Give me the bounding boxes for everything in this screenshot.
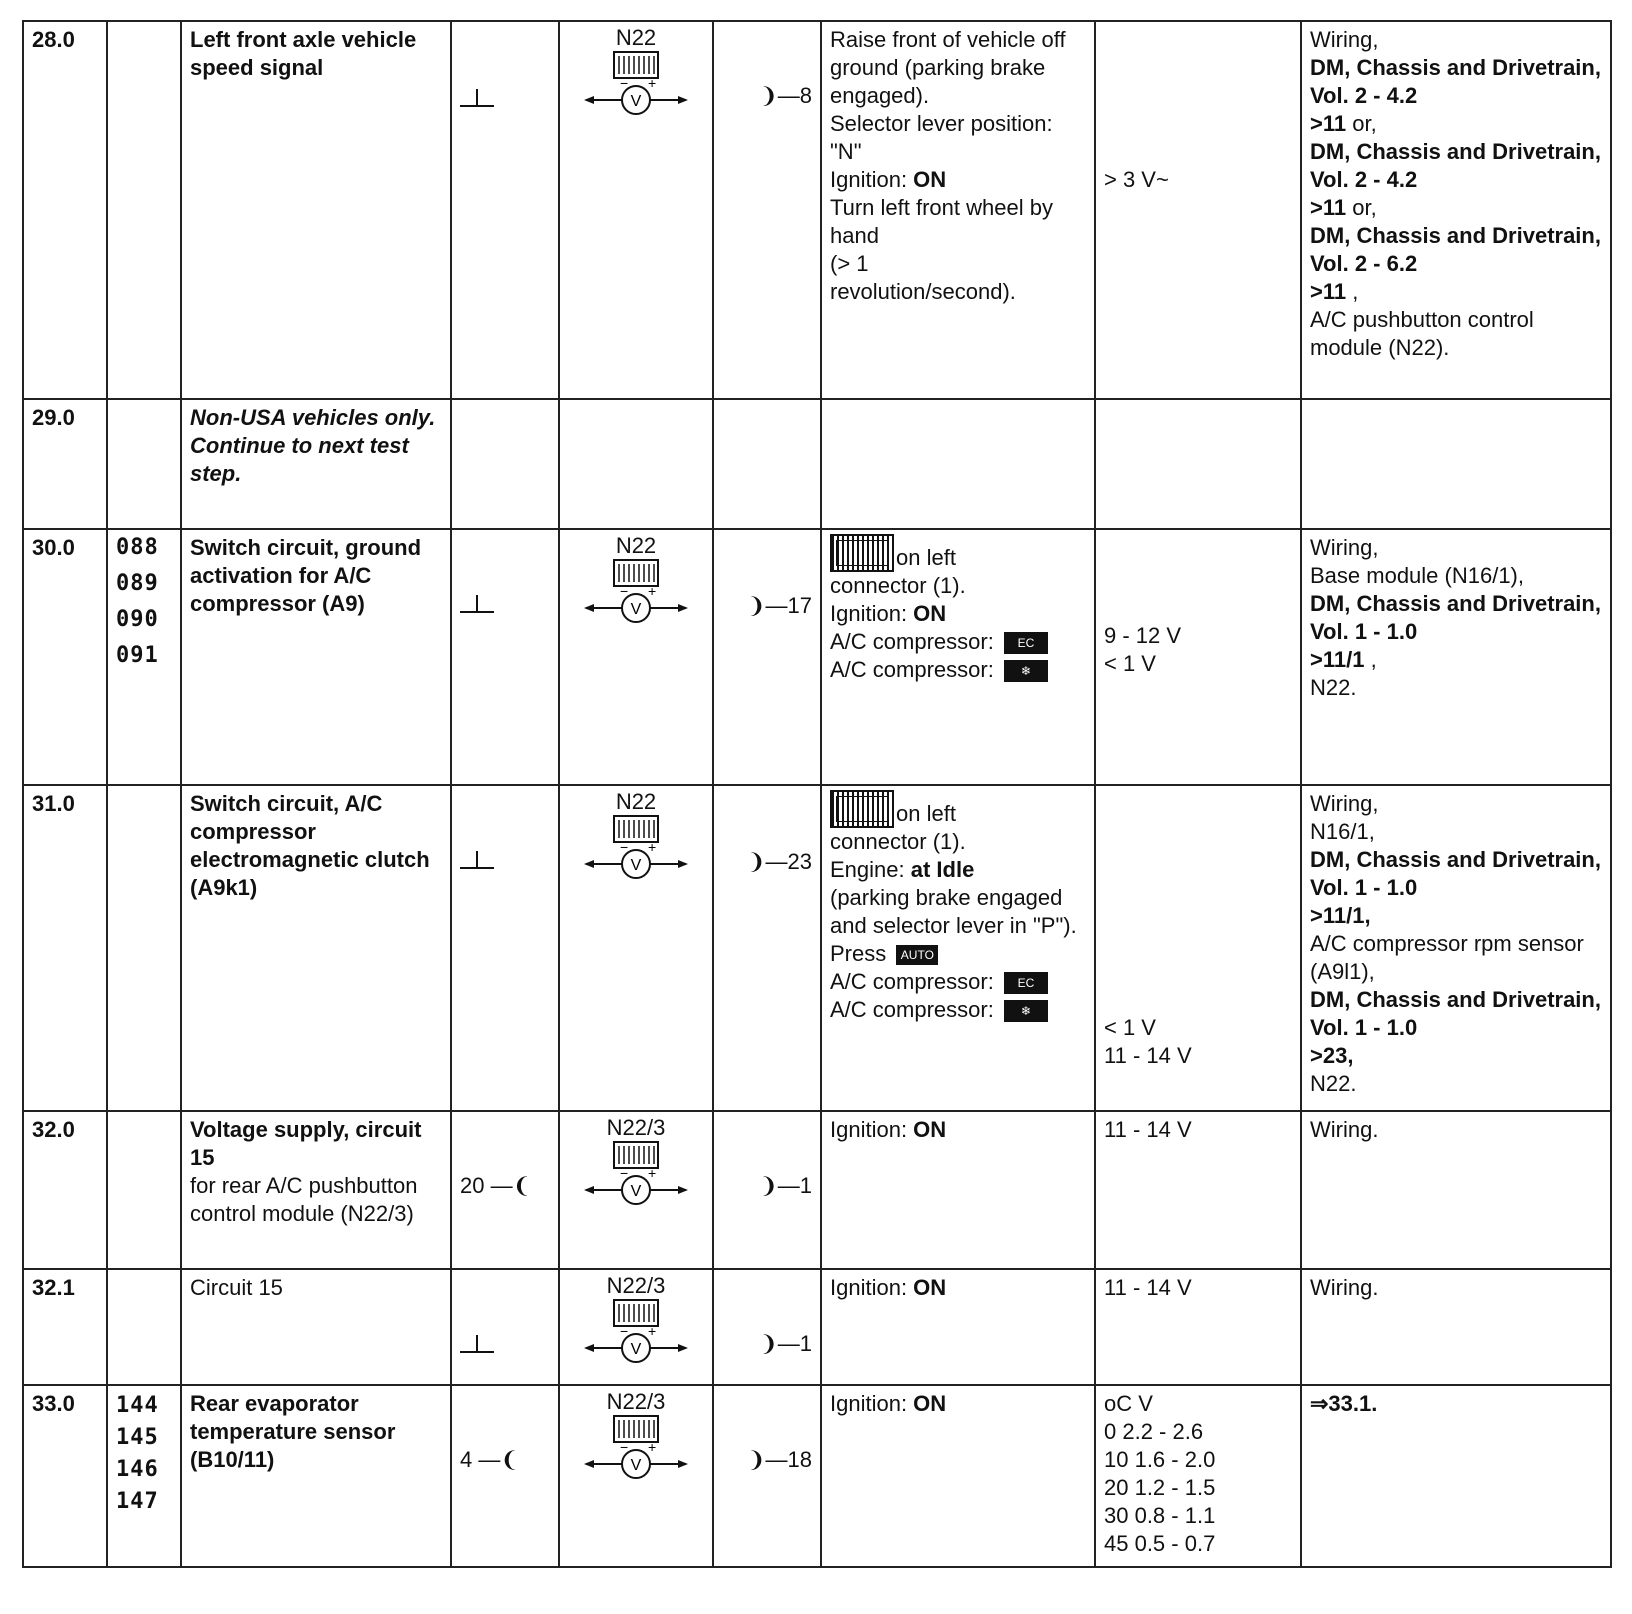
nominal-value: < 1 V xyxy=(1104,1015,1156,1040)
probe-icon: ❩— xyxy=(759,83,800,108)
condition-line: Raise front of vehicle off ground (parking brake engaged). xyxy=(830,27,1066,108)
nominal-value: 9 - 12 V xyxy=(1104,623,1182,648)
probe-icon: ❩— xyxy=(759,1173,800,1198)
table-row xyxy=(23,1385,1611,1567)
nominal-value: < 1 V xyxy=(1104,651,1156,676)
probe-icon: ❩— xyxy=(747,849,788,874)
svg-text:−: − xyxy=(620,1323,629,1339)
ground-icon xyxy=(460,595,494,613)
meter-cell xyxy=(559,21,713,399)
module-label: N22 xyxy=(615,25,657,50)
ground-icon xyxy=(460,851,494,869)
condition-line: Ignition: ON xyxy=(830,1391,947,1416)
test-conditions xyxy=(821,529,1095,785)
step-number: 29.0 xyxy=(23,399,107,529)
voltmeter-icon xyxy=(576,814,696,882)
svg-text:+: + xyxy=(648,1323,657,1339)
possible-cause: Wiring, DM, Chassis and Drivetrain, Vol. 2 - 4.2 >11 or, DM, Chassis and Drivetrain, Vol. 2 - 4.2 >11 or, DM, Chassis and Drivetrain, Vol. 2 - 6.2 >11 , A/C pushbutton control module (N22). xyxy=(1301,21,1611,399)
test-description: Non-USA vehicles only. Continue to next test step. xyxy=(181,399,451,529)
svg-text:+: + xyxy=(648,839,657,855)
meter-cell xyxy=(559,1269,713,1385)
test-conditions xyxy=(821,785,1095,1111)
condition-line: Ignition: ON xyxy=(830,1275,947,1300)
svg-text:−: − xyxy=(620,75,629,91)
condition-line: on left xyxy=(830,790,1086,828)
pin-left-cell xyxy=(451,785,559,1111)
fault-code: 144 xyxy=(116,1393,159,1418)
svg-text:−: − xyxy=(620,1165,629,1181)
nominal-values xyxy=(1095,1111,1301,1269)
pin-left-cell xyxy=(451,1269,559,1385)
condition-line: Ignition: ON xyxy=(830,601,947,626)
module-label: N22 xyxy=(615,789,657,814)
svg-text:+: + xyxy=(648,1165,657,1181)
fault-code: 147 xyxy=(116,1489,159,1514)
test-description: Switch circuit, A/C compressor electromagnetic clutch (A9k1) xyxy=(181,785,451,1111)
condition-line: Selector lever position: "N" xyxy=(830,111,1053,164)
nominal-value: 10 1.6 - 2.0 xyxy=(1104,1447,1216,1472)
fault-code: 090 xyxy=(116,607,159,632)
pin-left-number: 20 xyxy=(460,1173,485,1198)
possible-cause: Wiring, N16/1, DM, Chassis and Drivetrain, Vol. 1 - 1.0 >11/1, A/C compressor rpm sensor (A9l1), DM, Chassis and Drivetrain, Vol. 1 - 1.0 >23, N22. xyxy=(1301,785,1611,1111)
fault-code: 088 xyxy=(116,535,159,560)
nominal-values xyxy=(1095,1385,1301,1567)
nominal-values xyxy=(1095,529,1301,785)
svg-text:V: V xyxy=(630,1457,642,1474)
pin-left-cell xyxy=(451,529,559,785)
pin-left-cell xyxy=(451,1385,559,1567)
test-conditions xyxy=(821,1111,1095,1269)
table-row xyxy=(23,399,1611,529)
pin-left-cell xyxy=(451,21,559,399)
meter-cell xyxy=(559,1111,713,1269)
condition-line: (parking brake engaged and selector lever in "P"). xyxy=(830,885,1077,938)
svg-text:−: − xyxy=(620,839,629,855)
nominal-value: 11 - 14 V xyxy=(1104,1043,1192,1068)
test-description: Circuit 15 xyxy=(181,1269,451,1385)
pin-left-cell xyxy=(451,1111,559,1269)
svg-text:V: V xyxy=(630,857,642,874)
voltmeter-icon xyxy=(576,1140,696,1208)
nominal-value: oC V xyxy=(1104,1391,1153,1416)
fault-code: 089 xyxy=(116,571,159,596)
voltmeter-icon xyxy=(576,558,696,626)
probe-icon: ❩— xyxy=(759,1331,800,1356)
pin-right-number: 17 xyxy=(787,593,812,618)
svg-text:V: V xyxy=(630,601,642,618)
nominal-value: 20 1.2 - 1.5 xyxy=(1104,1475,1216,1500)
possible-cause: Wiring. xyxy=(1301,1111,1611,1269)
condition-line: A/C compressor: ❄ xyxy=(830,996,1086,1024)
condition-line: Ignition: ON xyxy=(830,167,947,192)
probe-icon: ❩— xyxy=(747,593,788,618)
condition-line: Ignition: ON xyxy=(830,1117,947,1142)
svg-text:V: V xyxy=(630,93,642,110)
possible-cause: Wiring. xyxy=(1301,1269,1611,1385)
condition-line: on left xyxy=(830,534,1086,572)
possible-cause: ⇒33.1. xyxy=(1301,1385,1611,1567)
pin-right-number: 1 xyxy=(799,1331,812,1356)
condition-line: (> 1 xyxy=(830,251,869,276)
module-label: N22/3 xyxy=(606,1115,666,1140)
svg-text:+: + xyxy=(648,75,657,91)
condition-line: A/C compressor: EC xyxy=(830,968,1086,996)
module-label: N22/3 xyxy=(606,1273,666,1298)
ec-button-icon: EC xyxy=(1004,972,1048,994)
svg-text:V: V xyxy=(630,1183,642,1200)
pin-right-number: 1 xyxy=(799,1173,812,1198)
svg-text:−: − xyxy=(620,583,629,599)
condition-line: connector (1). xyxy=(830,829,966,854)
test-conditions xyxy=(821,1385,1095,1567)
voltmeter-icon xyxy=(576,1414,696,1482)
test-description: Voltage supply, circuit 15 for rear A/C pushbutton control module (N22/3) xyxy=(181,1111,451,1269)
nominal-value: 45 0.5 - 0.7 xyxy=(1104,1531,1216,1556)
ec-button-icon: EC xyxy=(1004,632,1048,654)
condition-line: Engine: at Idle xyxy=(830,857,975,882)
table-row xyxy=(23,1111,1611,1269)
test-description: Switch circuit, ground activation for A/C compressor (A9) xyxy=(181,529,451,785)
probe-icon: —❨ xyxy=(472,1447,519,1472)
step-number: 33.0 xyxy=(23,1385,107,1567)
condition-line: A/C compressor: EC xyxy=(830,628,1086,656)
condition-line: Press AUTO xyxy=(830,940,1086,968)
possible-cause: Wiring, Base module (N16/1), DM, Chassis and Drivetrain, Vol. 1 - 1.0 >11/1 , N22. xyxy=(1301,529,1611,785)
module-label: N22/3 xyxy=(606,1389,666,1414)
step-number: 28.0 xyxy=(23,21,107,399)
voltmeter-icon xyxy=(576,50,696,118)
fault-codes xyxy=(107,529,181,785)
fault-code: 091 xyxy=(116,643,159,668)
test-table xyxy=(22,20,1612,1568)
probe-icon: ❩— xyxy=(747,1447,788,1472)
nominal-value: 30 0.8 - 1.1 xyxy=(1104,1503,1216,1528)
pin-right-cell xyxy=(713,529,821,785)
test-description: Rear evaporator temperature sensor (B10/11) xyxy=(181,1385,451,1567)
table-row xyxy=(23,529,1611,785)
condition-line: revolution/second). xyxy=(830,279,1016,304)
step-number: 30.0 xyxy=(23,529,107,785)
test-conditions xyxy=(821,21,1095,399)
step-number: 31.0 xyxy=(23,785,107,1111)
meter-cell xyxy=(559,529,713,785)
pin-right-cell xyxy=(713,1385,821,1567)
fault-codes xyxy=(107,21,181,399)
svg-text:V: V xyxy=(630,1341,642,1358)
nominal-value: 0 2.2 - 2.6 xyxy=(1104,1419,1204,1444)
test-description: Left front axle vehicle speed signal xyxy=(181,21,451,399)
fault-codes xyxy=(107,1385,181,1567)
table-row xyxy=(23,1269,1611,1385)
svg-text:−: − xyxy=(620,1439,629,1455)
pin-right-number: 23 xyxy=(787,849,812,874)
condition-line: A/C compressor: ❄ xyxy=(830,656,1086,684)
svg-text:+: + xyxy=(648,1439,657,1455)
nominal-values xyxy=(1095,1269,1301,1385)
pin-right-cell xyxy=(713,785,821,1111)
connector-icon xyxy=(830,790,894,828)
defrost-button-icon: ❄ xyxy=(1004,1000,1048,1022)
connector-icon xyxy=(830,534,894,572)
meter-cell xyxy=(559,1385,713,1567)
test-conditions xyxy=(821,1269,1095,1385)
pin-right-number: 8 xyxy=(799,83,812,108)
pin-right-cell xyxy=(713,1111,821,1269)
svg-text:+: + xyxy=(648,583,657,599)
nominal-values xyxy=(1095,21,1301,399)
ground-icon xyxy=(460,1335,494,1353)
table-row xyxy=(23,785,1611,1111)
nominal-value: > 3 V~ xyxy=(1104,167,1169,192)
pin-right-cell xyxy=(713,21,821,399)
pin-right-cell xyxy=(713,1269,821,1385)
meter-cell xyxy=(559,785,713,1111)
fault-code: 145 xyxy=(116,1425,159,1450)
nominal-value: 11 - 14 V xyxy=(1104,1117,1192,1142)
step-number: 32.0 xyxy=(23,1111,107,1269)
pin-left-number: 4 xyxy=(460,1447,473,1472)
nominal-value: 11 - 14 V xyxy=(1104,1275,1192,1300)
module-label: N22 xyxy=(615,533,657,558)
ground-icon xyxy=(460,89,494,107)
voltmeter-icon xyxy=(576,1298,696,1366)
condition-line: connector (1). xyxy=(830,573,966,598)
table-row xyxy=(23,21,1611,399)
defrost-button-icon: ❄ xyxy=(1004,660,1048,682)
fault-code: 146 xyxy=(116,1457,159,1482)
condition-line: Turn left front wheel by hand xyxy=(830,195,1053,248)
pin-right-number: 18 xyxy=(787,1447,812,1472)
probe-icon: —❨ xyxy=(484,1173,532,1198)
step-number: 32.1 xyxy=(23,1269,107,1385)
auto-button-icon: AUTO xyxy=(896,945,938,965)
nominal-values xyxy=(1095,785,1301,1111)
